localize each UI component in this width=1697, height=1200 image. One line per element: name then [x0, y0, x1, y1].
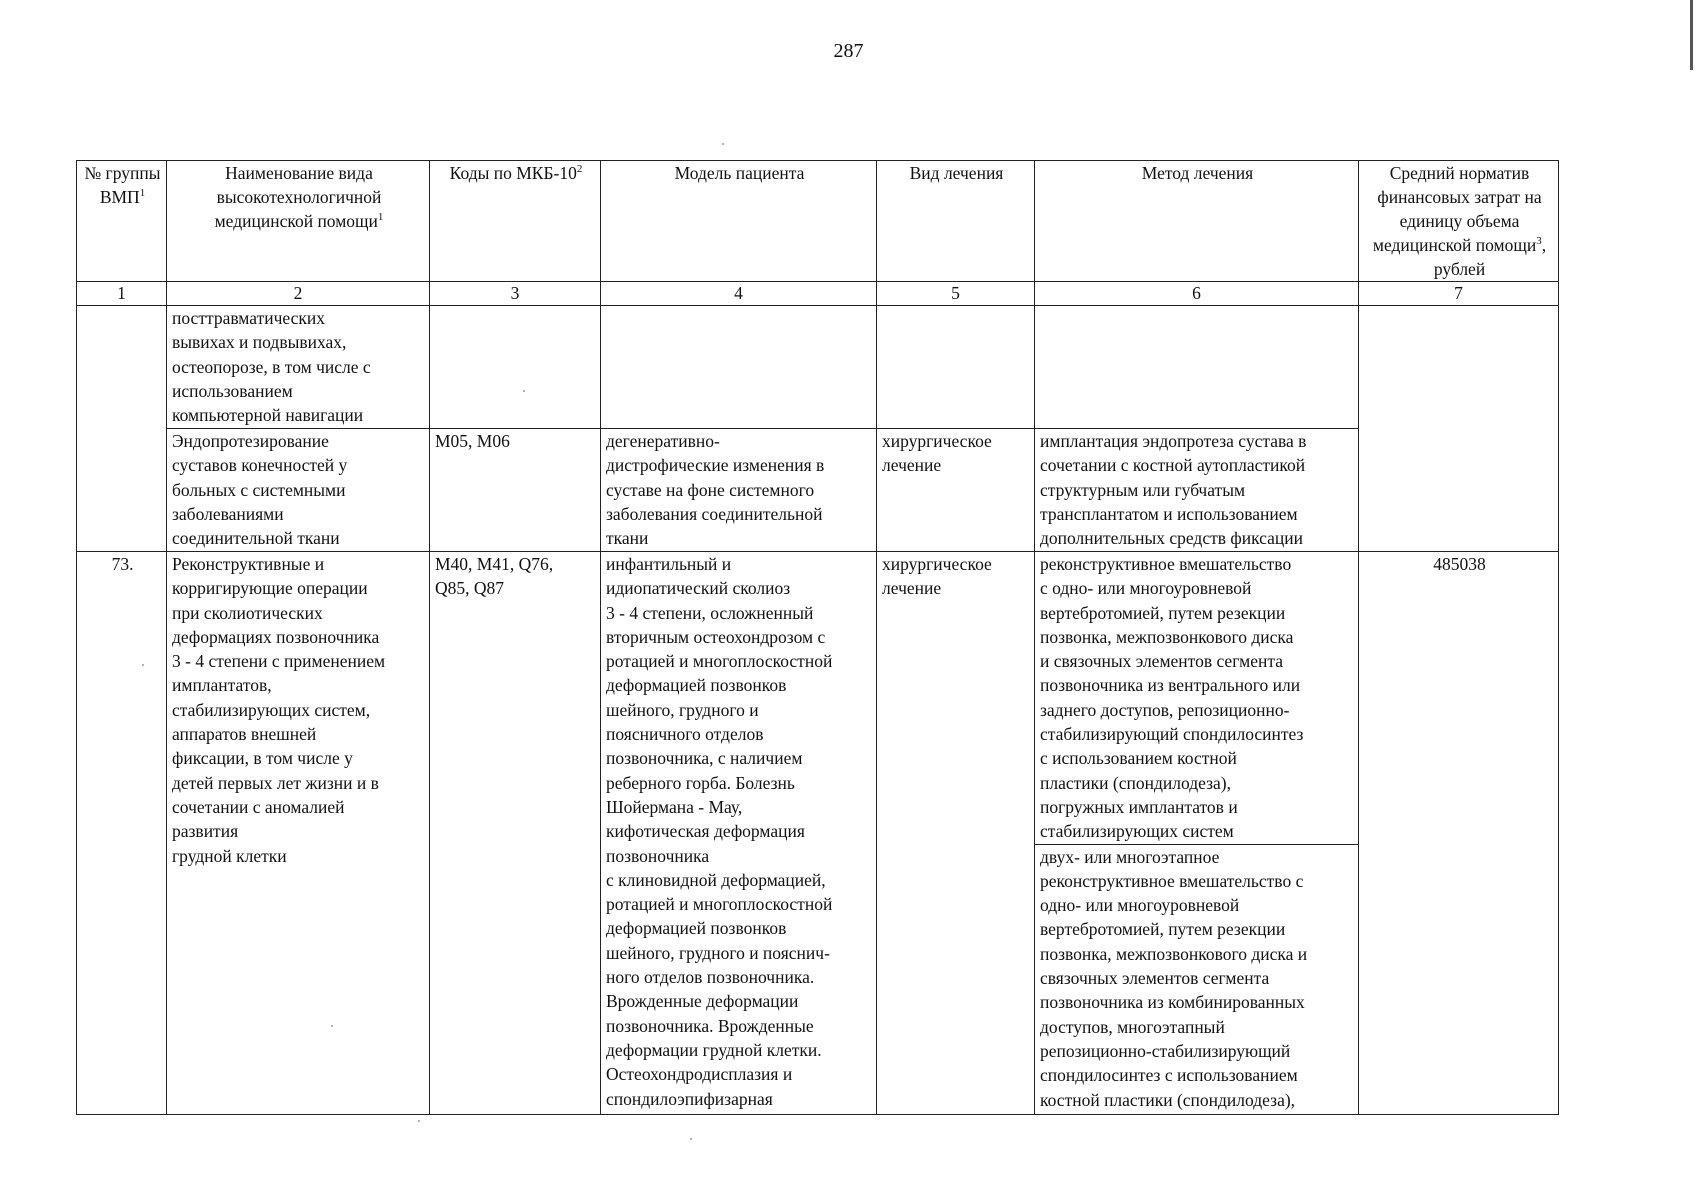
treatment-type-cell: хирургическое лечение	[877, 552, 1035, 1115]
scan-edge-mark	[1690, 0, 1693, 70]
column-number-row	[77, 282, 1559, 306]
cost-cell	[1359, 306, 1559, 552]
care-type-cell: Реконструктивные и корригирующие операции при сколиотических деформациях позвоночника 3 - 4 степени с применением имплантатов, стабилизирующих систем, аппаратов внешней фиксации, в том числе у детей первых лет жизни и в сочетании с аномалией развития грудной клетки	[167, 552, 430, 1115]
icd-codes-cell: M05, M06	[430, 429, 601, 552]
header-patient-model: Модель пациента	[601, 161, 877, 282]
header-care-type: Наименование вида высокотехнологичной медицинской помощи$^1$	[167, 161, 430, 282]
column-number: 1	[77, 282, 167, 306]
care-type-cell: посттравматических вывихах и подвывихах, остеопорозе, в том числе с использованием компьютерной навигации	[167, 306, 430, 429]
group-number-cell: 73.	[77, 552, 167, 1115]
treatment-method-cell	[1035, 306, 1359, 429]
patient-model-cell: инфантильный и идиопатический сколиоз 3 - 4 степени, осложненный вторичным остеохондрозом с ротацией и многоплоскостной деформацией позвонков шейного, грудного и поясничного отделов позвоночника, с наличием реберного горба. Болезнь Шойермана - Мау, кифотическая деформация позвоночника с клиновидной деформацией, ротацией и многоплоскостной деформацией позвонков шейного, грудного и пояснич- ного отделов позвоночника. Врожденные деформации позвоночника. Врожденные деформации грудной клетки. Остеохондродисплазия и спондилоэпифизарная	[601, 552, 877, 1115]
table-row	[77, 306, 1559, 429]
column-number: 2	[167, 282, 430, 306]
treatment-type-cell	[877, 306, 1035, 429]
header-cost-standard: Средний норматив финансовых затрат на единицу объема медицинской помощи$^3$, рублей	[1359, 161, 1559, 282]
treatment-method-cell: двух- или многоэтапное реконструктивное вмешательство с одно- или многоуровневой вертебротомией, путем резекции позвонка, межпозвонкового диска и связочных элементов сегмента позвоночника из комбинированных доступов, многоэтапный репозиционно-стабилизирующий спондилосинтез с использованием костной пластики (спондилодеза),	[1035, 844, 1359, 1114]
treatment-method-cell: реконструктивное вмешательство с одно- или многоуровневой вертебротомией, путем резекции позвонка, межпозвонкового диска и связочных элементов сегмента позвоночника из вентрального или заднего доступов, репозиционно- стабилизирующий спондилосинтез с использованием костной пластики (спондилодеза), погружных имплантатов и стабилизирующих систем	[1035, 552, 1359, 845]
table-row	[77, 552, 1559, 845]
header-group-number: № группы ВМП$^1$	[77, 161, 167, 282]
group-number-cell	[77, 306, 167, 552]
cost-cell: 485038	[1359, 552, 1559, 1115]
column-number: 5	[877, 282, 1035, 306]
icd-codes-cell: M40, M41, Q76, Q85, Q87	[430, 552, 601, 1115]
scan-speck	[722, 143, 724, 145]
header-row	[77, 161, 1559, 282]
vmp-table	[76, 160, 1559, 1115]
column-number: 6	[1035, 282, 1359, 306]
scan-speck	[418, 1120, 420, 1122]
patient-model-cell	[601, 306, 877, 429]
care-type-cell: Эндопротезирование суставов конечностей у больных с системными заболеваниями соединительной ткани	[167, 429, 430, 552]
column-number: 3	[430, 282, 601, 306]
header-icd-codes: Коды по МКБ-$10^2$	[430, 161, 601, 282]
header-treatment-type: Вид лечения	[877, 161, 1035, 282]
table-row	[77, 429, 1559, 552]
treatment-type-cell: хирургическое лечение	[877, 429, 1035, 552]
column-number: 7	[1359, 282, 1559, 306]
page-number: 287	[833, 40, 864, 62]
patient-model-cell: дегенеративно- дистрофические изменения в суставе на фоне системного заболевания соединительной ткани	[601, 429, 877, 552]
scan-speck	[690, 1138, 692, 1140]
treatment-method-cell: имплантация эндопротеза сустава в сочетании с костной аутопластикой структурным или губчатым трансплантатом и использованием дополнительных средств фиксации	[1035, 429, 1359, 552]
column-number: 4	[601, 282, 877, 306]
header-treatment-method: Метод лечения	[1035, 161, 1359, 282]
icd-codes-cell	[430, 306, 601, 429]
